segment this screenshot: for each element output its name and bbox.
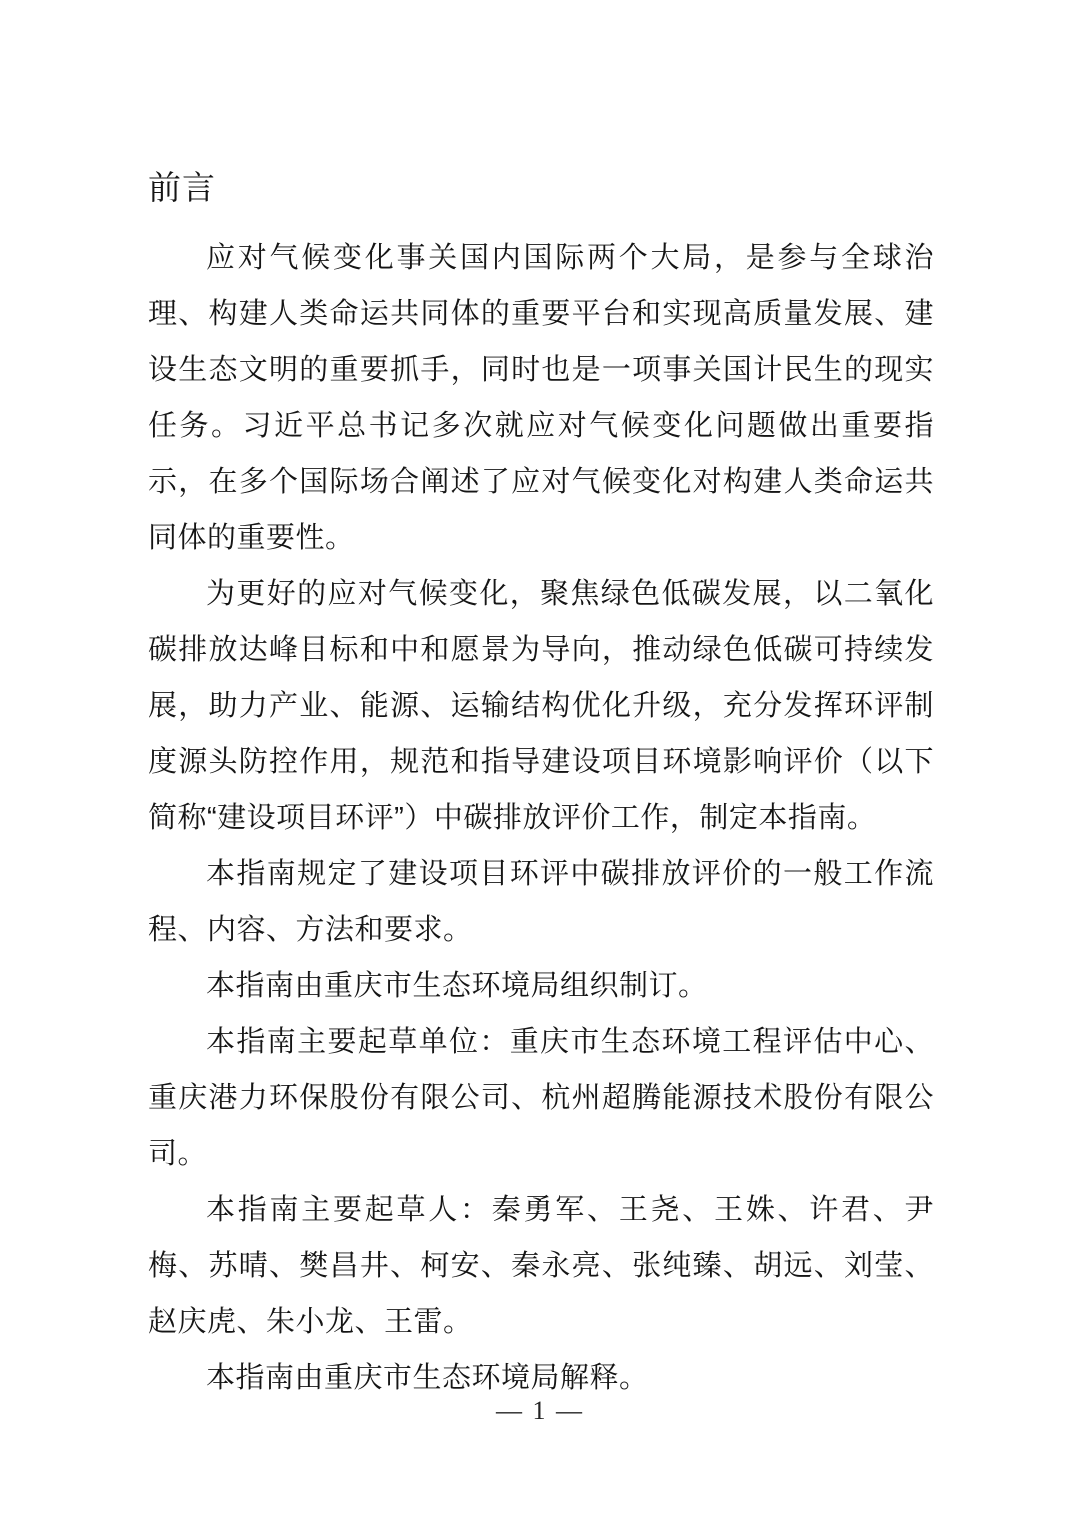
page-number: — 1 — [496, 1396, 584, 1425]
paragraph: 本指南由重庆市生态环境局解释。 [206, 1362, 649, 1394]
paragraph: 本指南主要起草单位：重庆市生态环境工程评估中心、重庆港力环保股份有限公司、杭州超腾能源技术股份有限公司。 [148, 1026, 934, 1170]
paragraph: 为更好的应对气候变化，聚焦绿色低碳发展，以二氧化碳排放达峰目标和中和愿景为导向，推动绿色低碳可持续发展，助力产业、能源、运输结构优化升级，充分发挥环评制度源头防控作用，规范和指导建设项目环境影响评价（以下简称“建设项目环评”）中碳排放评价工作，制定本指南。 [148, 578, 934, 834]
paragraph: 本指南由重庆市生态环境局组织制订。 [206, 970, 708, 1002]
paragraph: 应对气候变化事关国内国际两个大局，是参与全球治理、构建人类命运共同体的重要平台和实现高质量发展、建设生态文明的重要抓手，同时也是一项事关国计民生的现实任务。习近平总书记多次就应对气候变化问题做出重要指示，在多个国际场合阐述了应对气候变化对构建人类命运共同体的重要性。 [148, 242, 934, 554]
paragraph: 本指南主要起草人：秦勇军、王尧、王姝、许君、尹梅、苏晴、樊昌井、柯安、秦永亮、张纯臻、胡远、刘莹、赵庆虎、朱小龙、王雷。 [148, 1194, 934, 1338]
page-content [148, 160, 934, 1406]
paragraph: 本指南规定了建设项目环评中碳排放评价的一般工作流程、内容、方法和要求。 [148, 858, 934, 946]
section-heading: 前言 [148, 169, 216, 206]
